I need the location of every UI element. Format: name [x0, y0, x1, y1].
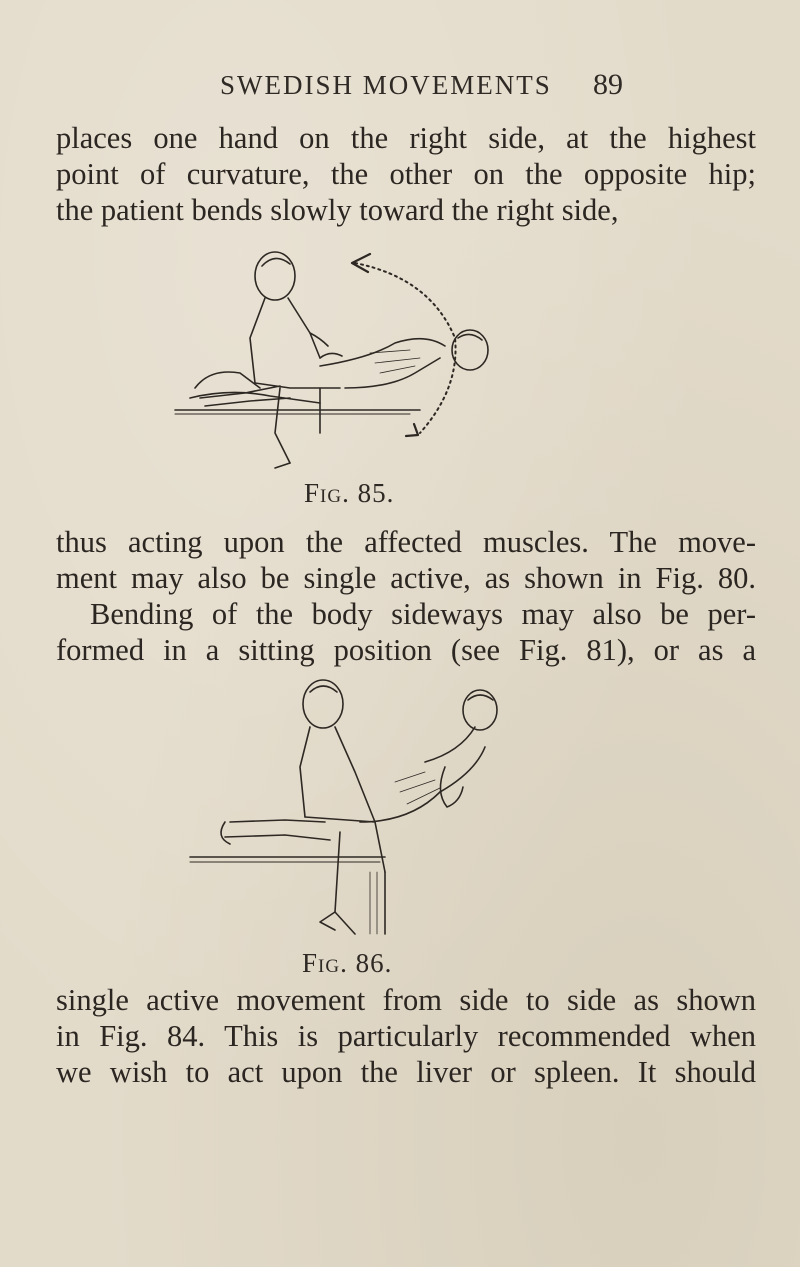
text-line: single active movement from side to side as shown [56, 983, 756, 1017]
paragraph-3 [56, 982, 756, 1090]
figure-86-caption: Fig. 86. [302, 948, 393, 978]
text-line: ment may also be single active, as shown in Fig. 80. [56, 561, 756, 595]
text-line: we wish to act upon the liver or spleen. It should [56, 1055, 756, 1089]
running-head [0, 70, 800, 104]
text-line: Bending of the body sideways may also be per- [90, 597, 756, 631]
figure-85-illustration [170, 238, 520, 478]
paragraph-1 [56, 120, 756, 228]
text-line: thus acting upon the affected muscles. The move- [56, 525, 756, 559]
text-line: point of curvature, the other on the opposite hip; [56, 157, 756, 191]
page-number: 89 [593, 68, 623, 101]
running-title: SWEDISH MOVEMENTS [220, 70, 552, 100]
text-line: formed in a sitting position (see Fig. 81), or as a [56, 633, 756, 667]
figure-86-illustration [185, 672, 505, 947]
engraving-side-bending-sitting-icon [185, 672, 505, 947]
paragraph-2 [56, 524, 756, 668]
figure-85-caption: Fig. 85. [304, 478, 395, 508]
text-line: places one hand on the right side, at the highest [56, 121, 756, 155]
text-line: in Fig. 84. This is particularly recommended when [56, 1019, 756, 1053]
engraving-side-bending-standing-icon [170, 238, 520, 478]
text-line: the patient bends slowly toward the right side, [56, 193, 619, 227]
